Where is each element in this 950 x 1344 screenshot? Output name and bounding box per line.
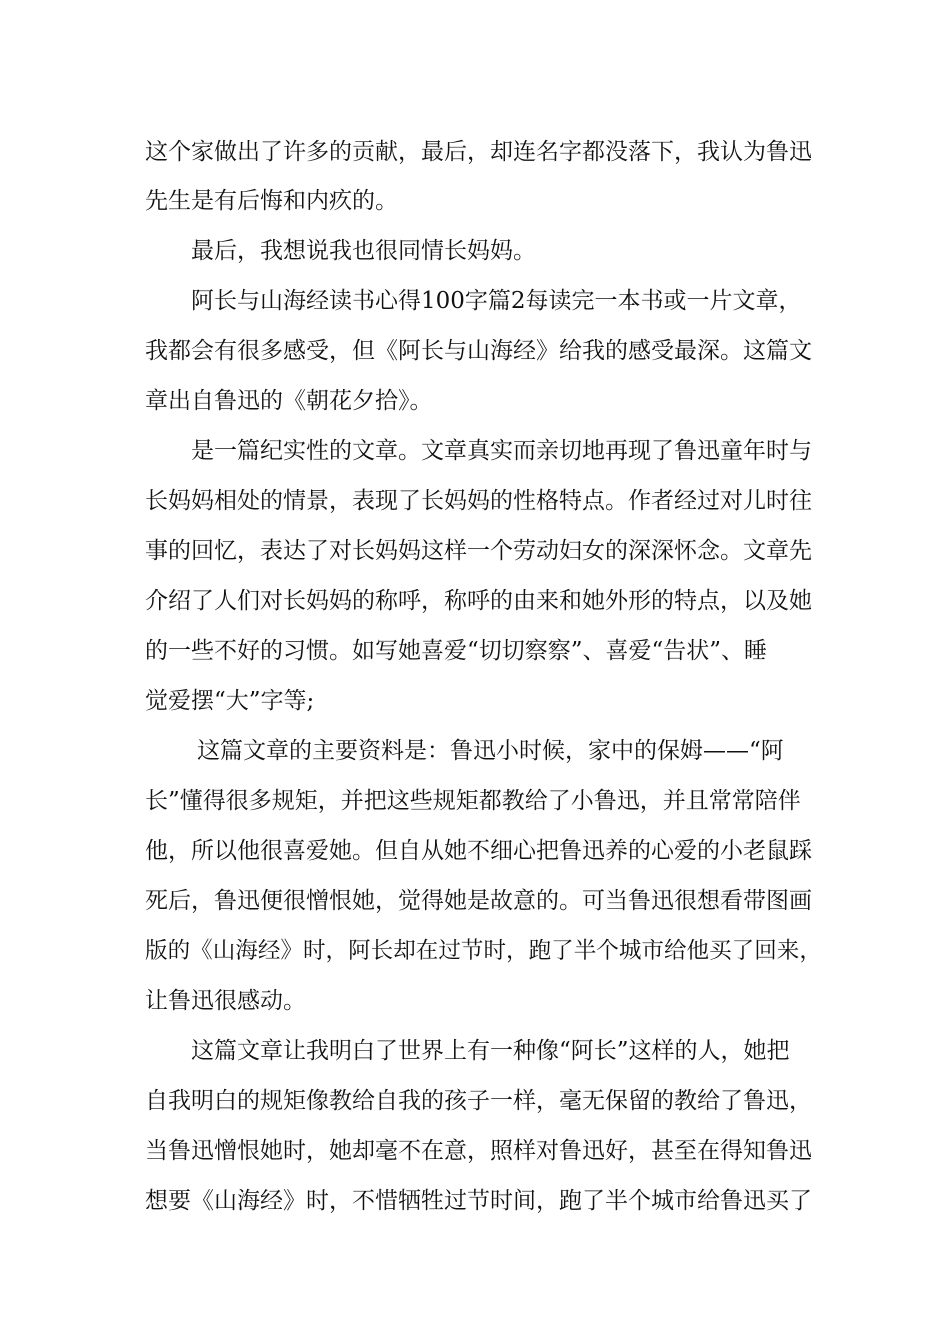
text-line-20: 自我明白的规矩像教给自我的孩子一样，毫无保留的教给了鲁迅， — [145, 1088, 812, 1114]
text-line-17: 版的《山海经》时，阿长却在过节时，跑了半个城市给他买了回来， — [145, 938, 822, 964]
text-line-21: 当鲁迅憎恨她时，她却毫不在意，照样对鲁迅好，甚至在得知鲁迅 — [145, 1138, 812, 1164]
text-line-15: 他，所以他很喜爱她。但自从她不细心把鲁迅养的心爱的小老鼠踩 — [145, 838, 812, 864]
text-line-13: 这篇文章的主要资料是：鲁迅小时候，家中的保姆——“阿 — [197, 738, 784, 764]
text-line-14: 长”懂得很多规矩，并把这些规矩都教给了小鲁迅，并且常常陪伴 — [145, 788, 801, 814]
text-line-7: 是一篇纪实性的文章。文章真实而亲切地再现了鲁迅童年时与 — [191, 438, 812, 464]
text-line-12: 觉爱摆“大”字等; — [145, 688, 315, 714]
text-line-11: 的一些不好的习惯。如写她喜爱“切切察察”、喜爱“告状”、睡 — [145, 638, 768, 664]
text-line-1: 这个家做出了许多的贡献，最后，却连名字都没落下，我认为鲁迅 — [145, 139, 812, 165]
text-line-4: 阿长与山海经读书心得100字篇2每读完一本书或一片文章， — [191, 288, 802, 314]
text-line-19: 这篇文章让我明白了世界上有一种像“阿长”这样的人，她把 — [191, 1038, 790, 1064]
text-line-9: 事的回忆，表达了对长妈妈这样一个劳动妇女的深深怀念。文章先 — [145, 538, 812, 564]
text-line-18: 让鲁迅很感动。 — [145, 988, 306, 1014]
text-line-22: 想要《山海经》时，不惜牺牲过节时间，跑了半个城市给鲁迅买了 — [145, 1188, 812, 1214]
text-line-5: 我都会有很多感受，但《阿长与山海经》给我的感受最深。这篇文 — [145, 338, 812, 364]
text-line-2: 先生是有后悔和内疚的。 — [145, 188, 398, 214]
text-line-10: 介绍了人们对长妈妈的称呼，称呼的由来和她外形的特点，以及她 — [145, 588, 812, 614]
text-line-16: 死后，鲁迅便很憎恨她，觉得她是故意的。可当鲁迅很想看带图画 — [145, 888, 812, 914]
text-line-8: 长妈妈相处的情景，表现了长妈妈的性格特点。作者经过对儿时往 — [145, 488, 812, 514]
text-line-3: 最后，我想说我也很同情长妈妈。 — [191, 238, 536, 264]
text-line-6: 章出自鲁迅的《朝花夕拾》。 — [145, 388, 433, 414]
